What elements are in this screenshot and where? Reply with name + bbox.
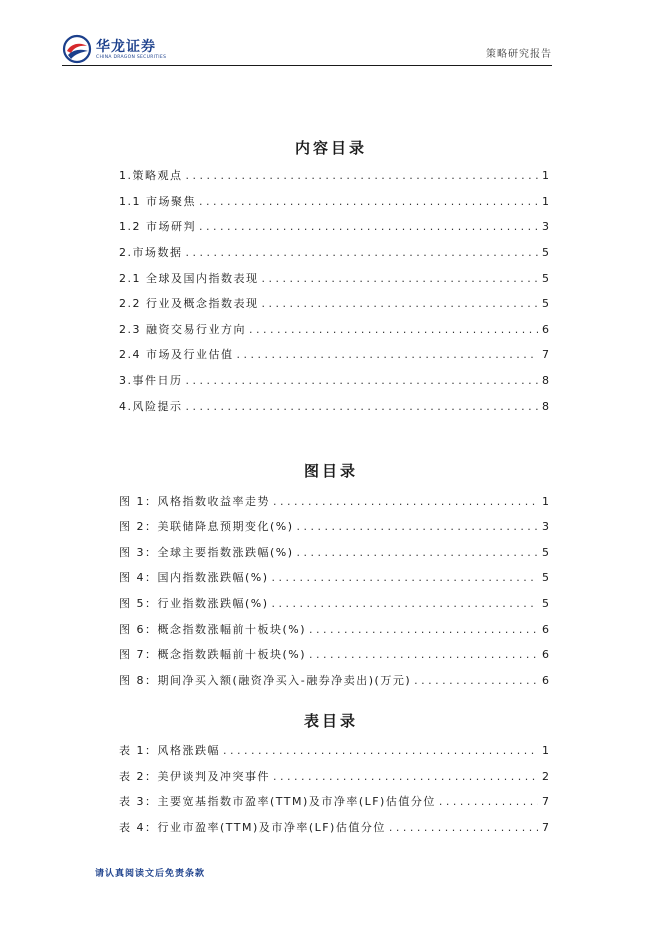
- toc-entry-label: 2.市场数据: [119, 246, 183, 259]
- table-entry-label: 表 1：风格涨跌幅: [119, 744, 220, 757]
- table-entry-label: 表 3：主要宽基指数市盈率(TTM)及市净率(LF)估值分位: [119, 795, 436, 808]
- table-entry-page: 2: [542, 770, 549, 783]
- header-divider: [62, 65, 552, 66]
- figure-entry-label: 图 4：国内指数涨跌幅(%): [119, 571, 269, 584]
- figure-entry-page: 6: [542, 648, 549, 661]
- page-header: [62, 34, 552, 66]
- table-entry-label: 表 4：行业市盈率(TTM)及市净率(LF)估值分位: [119, 821, 386, 834]
- dot-leader: [249, 323, 538, 336]
- toc-entry-page: 5: [542, 297, 549, 310]
- toc-entry-label: 2.1 全球及国内指数表现: [119, 272, 259, 285]
- toc-entry-label: 1.2 市场研判: [119, 220, 196, 233]
- toc-entry-label: 2.4 市场及行业估值: [119, 348, 234, 361]
- figure-entry-page: 6: [542, 674, 549, 687]
- dot-leader: [199, 195, 538, 208]
- toc-entry[interactable]: [119, 218, 549, 234]
- figures-title: 图目录: [303, 462, 358, 480]
- dot-leader: [223, 744, 538, 757]
- figure-entry-page: 3: [542, 520, 549, 533]
- table-entry-label: 表 2：美伊谈判及冲突事件: [119, 770, 270, 783]
- figure-entry[interactable]: [119, 544, 549, 560]
- dot-leader: [297, 520, 538, 533]
- figure-entry-label: 图 7：概念指数跌幅前十板块(%): [119, 648, 307, 661]
- dot-leader: [297, 546, 538, 559]
- brand-name-en: CHINA DRAGON SECURITIES: [96, 55, 167, 60]
- toc-entry[interactable]: [119, 244, 549, 260]
- toc-entry[interactable]: [119, 193, 549, 209]
- dot-leader: [272, 597, 538, 610]
- figure-entry[interactable]: [119, 646, 549, 662]
- toc-entry-page: 8: [542, 374, 549, 387]
- figure-entry[interactable]: [119, 518, 549, 534]
- dot-leader: [273, 770, 538, 783]
- figure-entry-page: 5: [542, 597, 549, 610]
- tables-title: 表目录: [303, 712, 358, 730]
- table-entry[interactable]: [119, 793, 549, 809]
- figure-entry[interactable]: [119, 672, 549, 688]
- toc-entry-label: 2.3 融资交易行业方向: [119, 323, 246, 336]
- contents-title: 内容目录: [294, 139, 367, 157]
- dot-leader: [439, 795, 538, 808]
- dot-leader: [272, 571, 538, 584]
- dot-leader: [186, 246, 539, 259]
- dot-leader: [389, 821, 538, 834]
- figure-entry-label: 图 8：期间净买入额(融资净买入-融券净卖出)(万元): [119, 674, 412, 687]
- figure-entry-label: 图 5：行业指数涨跌幅(%): [119, 597, 269, 610]
- figure-entry-label: 图 1：风格指数收益率走势: [119, 495, 270, 508]
- toc-entry[interactable]: [119, 321, 549, 337]
- figure-entry[interactable]: [119, 569, 549, 585]
- dot-leader: [199, 220, 538, 233]
- table-entry-page: 7: [542, 821, 549, 834]
- toc-entry[interactable]: [119, 398, 549, 414]
- toc-entry-page: 5: [542, 272, 549, 285]
- toc-entry-page: 1: [542, 169, 549, 182]
- toc-entry-label: 4.风险提示: [119, 400, 183, 413]
- figure-entry[interactable]: [119, 621, 549, 637]
- table-entry-page: 1: [542, 744, 549, 757]
- dot-leader: [186, 400, 539, 413]
- toc-entry-label: 3.事件日历: [119, 374, 183, 387]
- toc-entry-label: 1.1 市场聚焦: [119, 195, 196, 208]
- dot-leader: [262, 297, 539, 310]
- china-dragon-logo-icon: [62, 34, 92, 64]
- toc-entry[interactable]: [119, 295, 549, 311]
- figure-entry-page: 5: [542, 546, 549, 559]
- table-entry[interactable]: [119, 768, 549, 784]
- figure-entry-label: 图 2：美联储降息预期变化(%): [119, 520, 294, 533]
- dot-leader: [186, 374, 539, 387]
- figure-entry[interactable]: [119, 595, 549, 611]
- dot-leader: [237, 348, 539, 361]
- figure-entry-page: 6: [542, 623, 549, 636]
- table-entry-page: 7: [542, 795, 549, 808]
- toc-entry-page: 3: [542, 220, 549, 233]
- toc-entry[interactable]: [119, 372, 549, 388]
- toc-entry-label: 2.2 行业及概念指数表现: [119, 297, 259, 310]
- figure-entry-page: 5: [542, 571, 549, 584]
- dot-leader: [309, 648, 538, 661]
- toc-entry-page: 6: [542, 323, 549, 336]
- figure-entry-label: 图 6：概念指数涨幅前十板块(%): [119, 623, 307, 636]
- figure-entry[interactable]: [119, 493, 549, 509]
- toc-entry[interactable]: [119, 270, 549, 286]
- toc-entry[interactable]: [119, 346, 549, 362]
- dot-leader: [262, 272, 539, 285]
- dot-leader: [186, 169, 539, 182]
- toc-entry-page: 1: [542, 195, 549, 208]
- toc-entry[interactable]: [119, 167, 549, 183]
- figure-entry-label: 图 3：全球主要指数涨跌幅(%): [119, 546, 294, 559]
- toc-entry-label: 1.策略观点: [119, 169, 183, 182]
- table-entry[interactable]: [119, 819, 549, 835]
- figure-entry-page: 1: [542, 495, 549, 508]
- dot-leader: [414, 674, 538, 687]
- report-type: 策略研究报告: [486, 49, 552, 60]
- table-entry[interactable]: [119, 742, 549, 758]
- dot-leader: [309, 623, 538, 636]
- toc-entry-page: 7: [542, 348, 549, 361]
- toc-entry-page: 5: [542, 246, 549, 259]
- toc-entry-page: 8: [542, 400, 549, 413]
- brand-name: 华龙证券: [96, 39, 156, 55]
- dot-leader: [273, 495, 538, 508]
- disclaimer-note: 请认真阅读文后免责条款: [95, 869, 206, 879]
